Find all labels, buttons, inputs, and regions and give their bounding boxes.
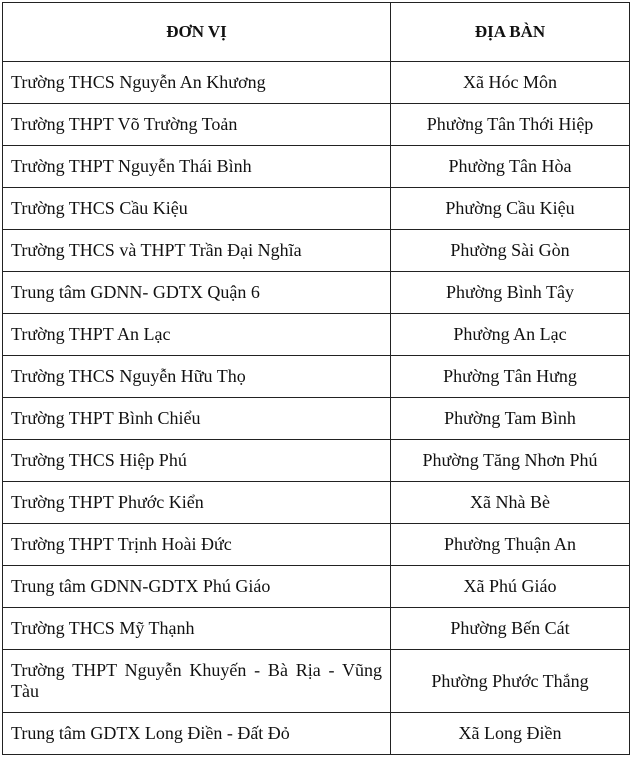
unit-cell: Trường THCS Nguyễn An Khương — [3, 62, 391, 104]
area-cell: Phường An Lạc — [391, 314, 630, 356]
unit-cell: Trường THPT Võ Trường Toản — [3, 104, 391, 146]
unit-cell: Trường THCS Cầu Kiệu — [3, 188, 391, 230]
unit-cell: Trung tâm GDTX Long Điền - Đất Đỏ — [3, 713, 391, 755]
unit-cell: Trường THCS Mỹ Thạnh — [3, 608, 391, 650]
unit-cell: Trường THPT An Lạc — [3, 314, 391, 356]
unit-cell: Trường THCS Hiệp Phú — [3, 440, 391, 482]
table-row — [3, 566, 630, 608]
area-cell: Phường Phước Thắng — [391, 650, 630, 713]
table-row — [3, 524, 630, 566]
table-row — [3, 272, 630, 314]
unit-cell: Trường THPT Nguyễn Thái Bình — [3, 146, 391, 188]
table-row — [3, 650, 630, 713]
area-cell: Phường Tân Hòa — [391, 146, 630, 188]
unit-cell: Trường THPT Phước Kiển — [3, 482, 391, 524]
table-row — [3, 713, 630, 755]
table-row — [3, 230, 630, 272]
unit-cell: Trung tâm GDNN-GDTX Phú Giáo — [3, 566, 391, 608]
table-row — [3, 482, 630, 524]
table-row — [3, 62, 630, 104]
unit-cell: Trường THCS và THPT Trần Đại Nghĩa — [3, 230, 391, 272]
area-cell: Phường Cầu Kiệu — [391, 188, 630, 230]
area-cell: Phường Tăng Nhơn Phú — [391, 440, 630, 482]
table-row — [3, 188, 630, 230]
table-row — [3, 398, 630, 440]
area-cell: Phường Sài Gòn — [391, 230, 630, 272]
area-cell: Xã Hóc Môn — [391, 62, 630, 104]
unit-cell: Trung tâm GDNN- GDTX Quận 6 — [3, 272, 391, 314]
table-row — [3, 314, 630, 356]
table-row — [3, 440, 630, 482]
area-cell: Phường Tân Thới Hiệp — [391, 104, 630, 146]
units-table — [2, 2, 630, 755]
unit-cell: Trường THPT Trịnh Hoài Đức — [3, 524, 391, 566]
table-row — [3, 146, 630, 188]
header-area: ĐỊA BÀN — [391, 3, 630, 62]
area-cell: Phường Tam Bình — [391, 398, 630, 440]
table-row — [3, 104, 630, 146]
area-cell: Phường Thuận An — [391, 524, 630, 566]
header-unit: ĐƠN VỊ — [3, 3, 391, 62]
table-row — [3, 356, 630, 398]
unit-cell: Trường THCS Nguyễn Hữu Thọ — [3, 356, 391, 398]
unit-cell: Trường THPT Nguyễn Khuyến - Bà Rịa - Vũng Tàu — [3, 650, 391, 713]
unit-cell: Trường THPT Bình Chiểu — [3, 398, 391, 440]
table-row — [3, 608, 630, 650]
area-cell: Xã Phú Giáo — [391, 566, 630, 608]
area-cell: Phường Bến Cát — [391, 608, 630, 650]
area-cell: Phường Bình Tây — [391, 272, 630, 314]
area-cell: Xã Long Điền — [391, 713, 630, 755]
area-cell: Xã Nhà Bè — [391, 482, 630, 524]
area-cell: Phường Tân Hưng — [391, 356, 630, 398]
header-row — [3, 3, 630, 62]
